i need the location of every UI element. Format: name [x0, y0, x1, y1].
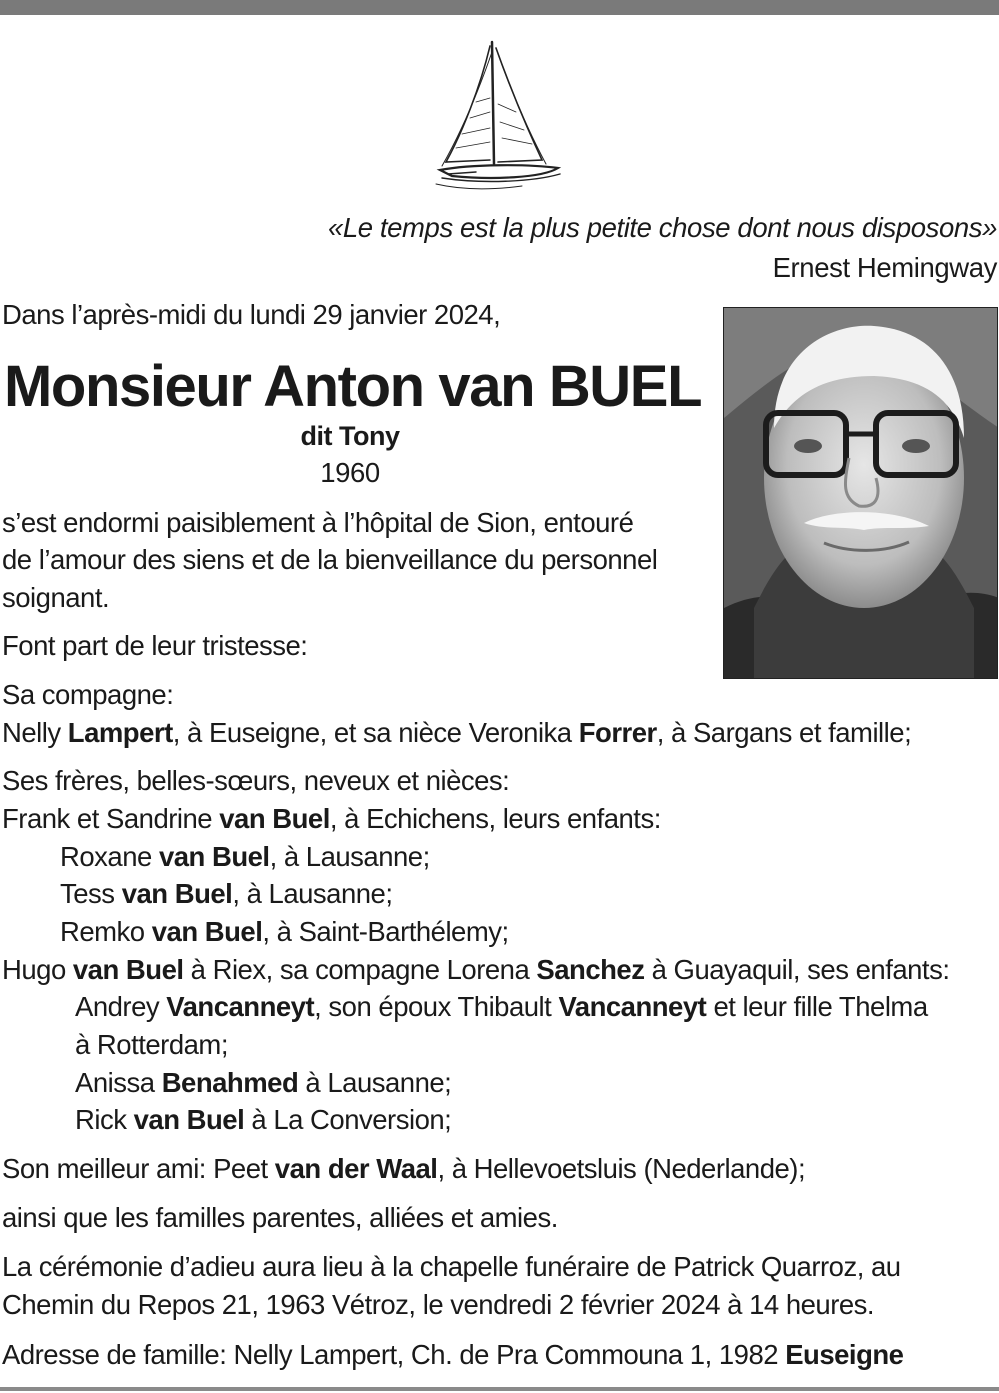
family-entry: Roxane van Buel, à Lausanne; — [60, 841, 430, 872]
deceased-name: Monsieur Anton van BUEL — [4, 354, 702, 419]
family-entry: Tess van Buel, à Lausanne; — [60, 878, 393, 909]
hemingway-quote: «Le temps est la plus petite chose dont nous disposons» — [327, 212, 997, 243]
family-entry: Hugo van Buel à Riex, sa compagne Lorena Sanchez à Guayaquil, ses enfants: — [2, 954, 950, 985]
intro-text: Dans l’après-midi du lundi 29 janvier 2024, — [2, 299, 501, 330]
top-rule — [0, 0, 999, 15]
announcement-line: de l’amour des siens et de la bienveillance du personnel — [2, 544, 658, 575]
compagne-heading: Sa compagne: — [2, 679, 174, 710]
sailboat-icon — [432, 38, 568, 194]
announcement-line: soignant. — [2, 582, 110, 613]
family-entry: Anissa Benahmed à Lausanne; — [75, 1067, 452, 1098]
bottom-rule — [0, 1387, 999, 1391]
font-part-text: Font part de leur tristesse: — [2, 630, 308, 661]
family-entry: Frank et Sandrine van Buel, à Echichens, leurs enfants: — [2, 803, 661, 834]
family-entry-continued: à Rotterdam; — [75, 1029, 228, 1060]
ceremony-text: La cérémonie d’adieu aura lieu à la chapelle funéraire de Patrick Quarroz, au — [2, 1251, 901, 1282]
families-text: ainsi que les familles parentes, alliées et amies. — [2, 1202, 558, 1233]
quote-author: Ernest Hemingway — [772, 252, 997, 283]
friend-entry: Son meilleur ami: Peet van der Waal, à Hellevoetsluis (Nederlande); — [2, 1153, 806, 1184]
portrait-photo — [723, 307, 998, 679]
family-entry: Rick van Buel à La Conversion; — [75, 1104, 452, 1135]
portrait-illustration — [724, 308, 998, 679]
family-entry: Remko van Buel, à Saint-Barthélemy; — [60, 916, 509, 947]
family-address: Adresse de famille: Nelly Lampert, Ch. de Pra Commouna 1, 1982 Euseigne — [2, 1339, 904, 1370]
ceremony-text: Chemin du Repos 21, 1963 Vétroz, le vendredi 2 février 2024 à 14 heures. — [2, 1289, 875, 1320]
deceased-nickname: dit Tony — [300, 421, 400, 451]
family-entry: Andrey Vancanneyt, son époux Thibault Vancanneyt et leur fille Thelma — [75, 991, 928, 1022]
compagne-entry: Nelly Lampert, à Euseigne, et sa nièce Veronika Forrer, à Sargans et famille; — [2, 717, 912, 748]
siblings-heading: Ses frères, belles-sœurs, neveux et nièces: — [2, 765, 510, 796]
announcement-line: s’est endormi paisiblement à l’hôpital de Sion, entouré — [2, 507, 634, 538]
birth-year: 1960 — [320, 457, 380, 488]
